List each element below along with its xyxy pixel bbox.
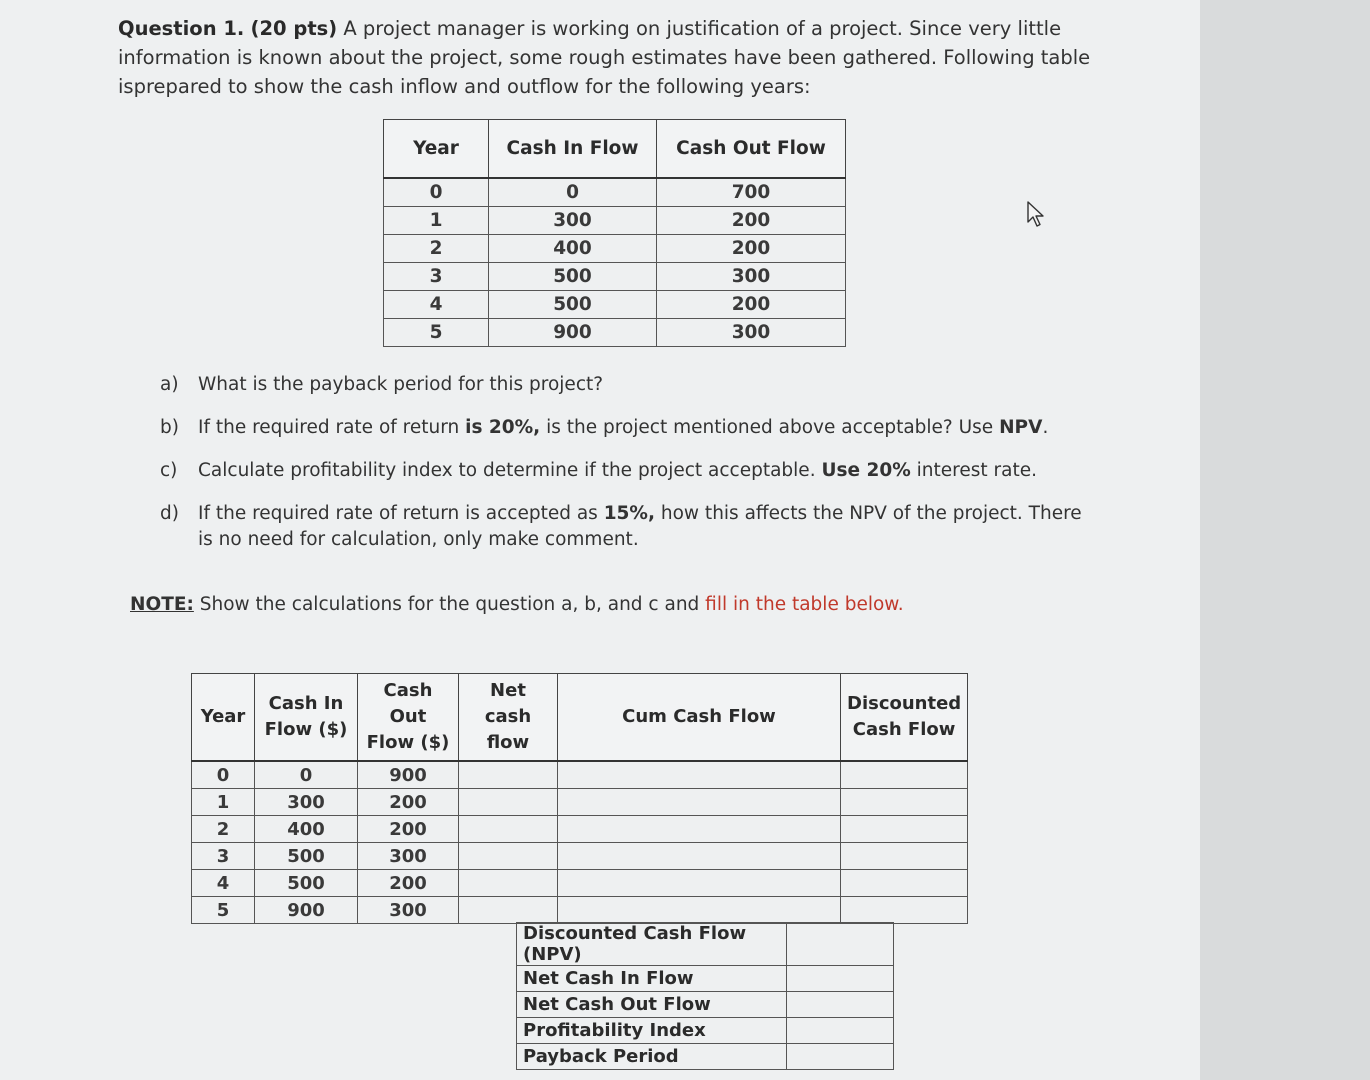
table-row (384, 235, 846, 263)
summary-value-profitability-index[interactable] (787, 1018, 894, 1044)
cell-year: 5 (192, 897, 255, 924)
text-part: how this affects the NPV of the project. There is no need for calculation, only make comment. (198, 503, 1082, 550)
cell-cash-out: 300 (657, 263, 846, 291)
cell-cash-out: 200 (358, 789, 459, 816)
summary-label-npv: Discounted Cash Flow (NPV) (517, 923, 787, 966)
cell-cash-out: 200 (358, 816, 459, 843)
summary-row (517, 966, 894, 992)
cell-cash-out: 200 (358, 870, 459, 897)
background-margin (1200, 0, 1370, 1080)
cell-net-cash-flow[interactable] (459, 870, 558, 897)
table-row (192, 761, 968, 789)
cell-cash-out: 300 (358, 843, 459, 870)
question-letter: b) (160, 417, 179, 438)
cell-discounted-cash-flow[interactable] (841, 870, 968, 897)
question-letter: d) (160, 503, 179, 524)
text-bold: Use 20% (821, 460, 911, 481)
summary-row (517, 992, 894, 1018)
summary-label-profitability-index: Profitability Index (517, 1018, 787, 1044)
cell-cum-cash-flow[interactable] (558, 843, 841, 870)
summary-value-npv[interactable] (787, 923, 894, 966)
cell-year: 2 (192, 816, 255, 843)
table-row (192, 843, 968, 870)
cell-cash-in: 900 (489, 319, 657, 347)
table-row (384, 178, 846, 207)
cell-year: 3 (384, 263, 489, 291)
cell-year: 1 (384, 207, 489, 235)
cell-cum-cash-flow[interactable] (558, 761, 841, 789)
header-cum-cash-flow: Cum Cash Flow (558, 674, 841, 762)
cell-cash-out: 300 (358, 897, 459, 924)
table-row (384, 207, 846, 235)
table-row (192, 870, 968, 897)
cell-cum-cash-flow[interactable] (558, 897, 841, 924)
cell-year: 4 (384, 291, 489, 319)
cell-cash-out: 900 (358, 761, 459, 789)
summary-value-net-cash-out[interactable] (787, 992, 894, 1018)
summary-row (517, 923, 894, 966)
cell-cash-out: 700 (657, 178, 846, 207)
summary-value-payback-period[interactable] (787, 1044, 894, 1070)
cell-cash-in: 300 (255, 789, 358, 816)
question-intro (118, 14, 1098, 101)
cell-year: 0 (192, 761, 255, 789)
cell-cum-cash-flow[interactable] (558, 816, 841, 843)
note-text: Show the calculations for the question a, b, and c and (193, 594, 706, 615)
cell-net-cash-flow[interactable] (459, 789, 558, 816)
cell-cash-out: 200 (657, 235, 846, 263)
summary-label-net-cash-out: Net Cash Out Flow (517, 992, 787, 1018)
summary-label-payback-period: Payback Period (517, 1044, 787, 1070)
cell-cum-cash-flow[interactable] (558, 789, 841, 816)
question-text: What is the payback period for this project? (198, 374, 604, 395)
cell-cash-in: 300 (489, 207, 657, 235)
cell-discounted-cash-flow[interactable] (841, 843, 968, 870)
text-part: is the project mentioned above acceptable? Use (540, 417, 1000, 438)
question-text (198, 458, 1090, 484)
cash-flow-table (383, 119, 846, 347)
text-part: . (1042, 417, 1049, 438)
cell-net-cash-flow[interactable] (459, 843, 558, 870)
cell-cash-out: 200 (657, 291, 846, 319)
table-row (192, 816, 968, 843)
cell-cash-in: 0 (489, 178, 657, 207)
note-label: NOTE: (130, 594, 194, 615)
question-text (198, 415, 1090, 441)
header-year: Year (384, 120, 489, 179)
note-line (130, 594, 904, 615)
table-row (192, 789, 968, 816)
table-row (384, 319, 846, 347)
question-label: Question 1. (118, 17, 245, 40)
summary-label-net-cash-in: Net Cash In Flow (517, 966, 787, 992)
cell-net-cash-flow[interactable] (459, 816, 558, 843)
text-part: If the required rate of return (198, 417, 466, 438)
text-part: interest rate. (910, 460, 1037, 481)
cell-cash-out: 300 (657, 319, 846, 347)
summary-row (517, 1044, 894, 1070)
note-highlight: fill in the table below. (705, 594, 904, 615)
text-bold: NPV (999, 417, 1043, 438)
cell-year: 1 (192, 789, 255, 816)
question-d (160, 501, 1090, 553)
summary-row (517, 1018, 894, 1044)
table-row (192, 897, 968, 924)
question-letter: c) (160, 460, 178, 481)
cell-net-cash-flow[interactable] (459, 761, 558, 789)
cell-year: 5 (384, 319, 489, 347)
table-row (384, 291, 846, 319)
cell-discounted-cash-flow[interactable] (841, 897, 968, 924)
cell-cash-in: 900 (255, 897, 358, 924)
cell-cash-in: 500 (489, 263, 657, 291)
header-cash-out: Cash Out Flow ($) (358, 674, 459, 762)
question-letter: a) (160, 374, 179, 395)
header-discounted-cash-flow: Discounted Cash Flow (841, 674, 968, 762)
header-cash-out: Cash Out Flow (657, 120, 846, 179)
cell-cash-in: 0 (255, 761, 358, 789)
question-a (160, 372, 1090, 398)
cell-cash-in: 500 (489, 291, 657, 319)
cell-discounted-cash-flow[interactable] (841, 789, 968, 816)
question-text: A project manager is working on justification of a project. Since very little information is known about the project, some rough estimates have been gathered. Following table isprepared to show the cash inflow and outflow for the following years: (118, 17, 1091, 98)
cell-year: 0 (384, 178, 489, 207)
cell-discounted-cash-flow[interactable] (841, 761, 968, 789)
mouse-pointer-icon (1026, 200, 1046, 228)
table-row (384, 263, 846, 291)
cell-net-cash-flow[interactable] (459, 897, 558, 924)
text-part: If the required rate of return is accepted as (198, 503, 604, 524)
text-bold: 15%, (603, 503, 655, 524)
cell-year: 3 (192, 843, 255, 870)
text-bold: is 20%, (465, 417, 541, 438)
cell-cash-in: 400 (489, 235, 657, 263)
header-cash-in: Cash In Flow (489, 120, 657, 179)
cell-cash-in: 500 (255, 843, 358, 870)
question-b (160, 415, 1090, 441)
cell-discounted-cash-flow[interactable] (841, 816, 968, 843)
fill-in-table (191, 673, 968, 924)
cell-cum-cash-flow[interactable] (558, 870, 841, 897)
header-net-cash-flow: Net cash flow (459, 674, 558, 762)
cell-cash-in: 500 (255, 870, 358, 897)
cell-cash-out: 200 (657, 207, 846, 235)
question-list (160, 372, 1090, 570)
question-c (160, 458, 1090, 484)
text-part: Calculate profitability index to determine if the project acceptable. (198, 460, 822, 481)
header-cash-in: Cash In Flow ($) (255, 674, 358, 762)
cell-year: 4 (192, 870, 255, 897)
cell-year: 2 (384, 235, 489, 263)
header-year: Year (192, 674, 255, 762)
question-points: (20 pts) (250, 17, 338, 40)
cell-cash-in: 400 (255, 816, 358, 843)
summary-table (516, 922, 894, 1070)
question-text (198, 501, 1090, 553)
summary-value-net-cash-in[interactable] (787, 966, 894, 992)
